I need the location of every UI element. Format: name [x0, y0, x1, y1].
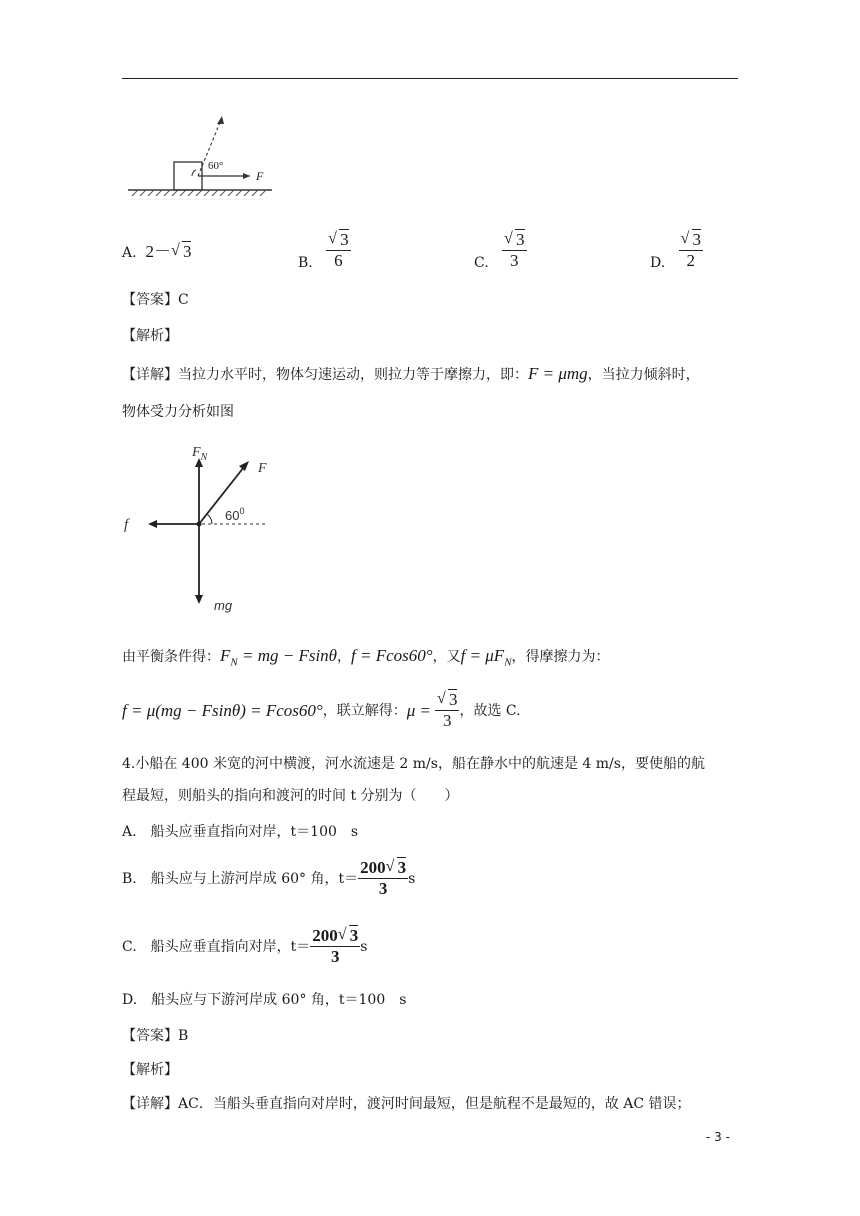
- arrow-head: [239, 461, 249, 471]
- q4-stem-line1: 4.小船在 400 米宽的河中横渡，河水流速是 2 m/s，船在静水中的航速是 4 m/s，要使船的航: [122, 756, 705, 772]
- normal-force-label: $F_N$: [192, 445, 208, 463]
- q4-analysis-tag: 【解析】: [122, 1062, 178, 1078]
- arrow-head: [217, 116, 224, 124]
- arrow-head: [243, 173, 250, 179]
- friction-label: f: [124, 517, 129, 533]
- page-number: - 3 -: [706, 1130, 730, 1144]
- equilibrium-line: 由平衡条件得：$F_N$ = mg − Fsinθ，f = Fcos60°，又$f = \mu F_N$，得摩擦力为：: [122, 646, 610, 669]
- arrow-head: [148, 520, 157, 528]
- block-pull-figure: [124, 112, 284, 204]
- force-label: F: [256, 169, 264, 183]
- q3-analysis-tag: 【解析】: [122, 328, 178, 344]
- q4-stem-line2: 程最短，则船头的指向和渡河的时间 t 分别为（ ）: [122, 788, 459, 804]
- angle-arc: [192, 170, 196, 176]
- q3-detail-line1: 【详解】当拉力水平时，物体匀速运动，则拉力等于摩擦力，即：F = μmg，当拉力倾斜时，: [122, 364, 700, 383]
- block: [174, 162, 202, 190]
- header-rule: [122, 78, 738, 79]
- option-b: B. √ 3 6: [298, 230, 349, 271]
- force-diagram: [118, 442, 288, 618]
- q4-answer: 【答案】B: [122, 1028, 189, 1044]
- arrow-head: [195, 595, 203, 604]
- q4-option-c: C. 船头应垂直指向对岸，t＝ 200 √ 3 3 s: [122, 926, 368, 966]
- q4-option-b: B. 船头应与上游河岸成 60° 角，t＝ 200 √ 3 3 s: [122, 858, 416, 898]
- ground-hatch: [132, 190, 266, 196]
- angle-arc: [207, 514, 212, 524]
- q4-detail: 【详解】AC．当船头垂直指向对岸时，渡河时间最短，但是航程不是最短的，故 AC 错误；: [122, 1096, 691, 1112]
- result-line: f = μ(mg − Fsinθ) = Fcos60° ，联立解得： μ = √ 3 3 ，故选 C.: [122, 690, 521, 730]
- option-d: D. √ 3 2: [650, 230, 702, 271]
- option-c: C. √ 3 3: [474, 230, 525, 271]
- pull-force-label: F: [258, 461, 267, 476]
- option-a: A. 2－ √ 3: [122, 242, 192, 261]
- angle-label: $60^0$: [225, 506, 245, 523]
- q4-option-d: D. 船头应与下游河岸成 60° 角，t＝100 s: [122, 992, 407, 1008]
- point-mass: [197, 522, 202, 527]
- q3-detail-line2: 物体受力分析如图: [122, 404, 234, 420]
- q4-option-a: A. 船头应垂直指向对岸，t＝100 s: [122, 824, 359, 840]
- weight-label: mg: [214, 598, 233, 613]
- angle-label: 60°: [208, 160, 224, 172]
- q3-answer: 【答案】C: [122, 292, 189, 308]
